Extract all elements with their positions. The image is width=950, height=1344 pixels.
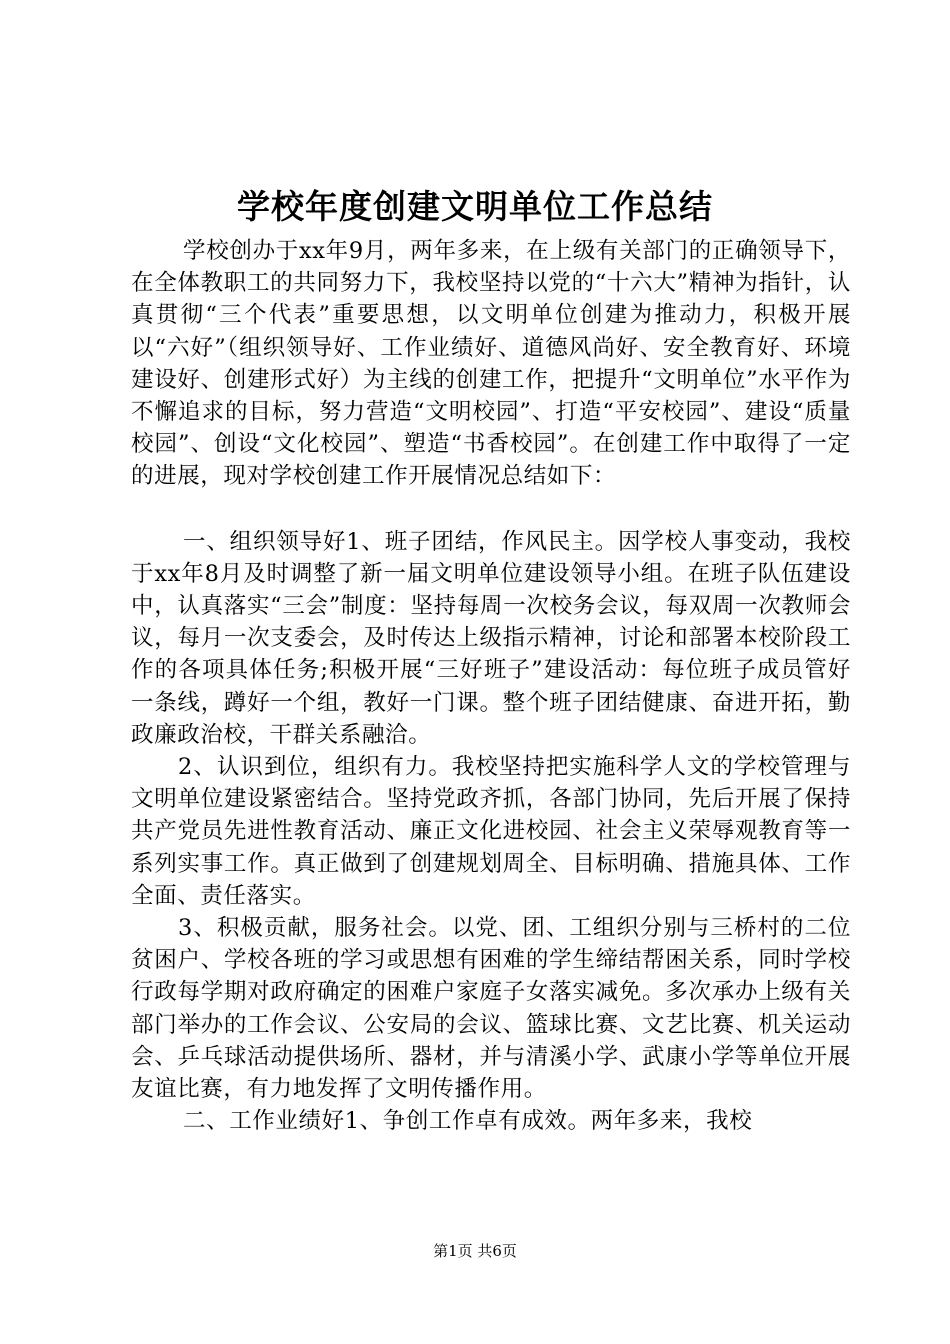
paragraph-section-1: 一、组织领导好1、班子团结，作风民主。因学校人事变动，我校于xx年8月及时调整了新一届文明单位建设领导小组。在班子队伍建设中，认真落实“三会”制度：坚持每周一次校务会议，每双周一次教师会议，每月一次支委会，及时传达上级指示精神，讨论和部署本校阶段工作的各项具体任务;积极开展“三好班子”建设活动：每位班子成员管好一条线，蹲好一个组，教好一门课。整个班子团结健康、奋进开拓，勤政廉政治校，干群关系融洽。 (131, 528, 851, 748)
page-number-footer: 第1页 共6页 (433, 1242, 517, 1260)
paragraph-item-2: 2、认识到位，组织有力。我校坚持把实施科学人文的学校管理与文明单位建设紧密结合。坚持党政齐抓，各部门协同，先后开展了保持共产党员先进性教育活动、廉正文化进校园、社会主义荣辱观教育等一系列实事工作。真正做到了创建规划周全、目标明确、措施具体、工作全面、责任落实。 (131, 754, 851, 909)
paragraph-section-2: 二、工作业绩好1、争创工作卓有成效。两年多来，我校 (183, 1108, 753, 1135)
paragraph-item-3: 3、积极贡献，服务社会。以党、团、工组织分别与三桥村的二位贫困户、学校各班的学习或思想有困难的学生缔结帮困关系，同时学校行政每学期对政府确定的困难户家庭子女落实减免。多次承办上级有关部门举办的工作会议、公安局的会议、篮球比赛、文艺比赛、机关运动会、乒乓球活动提供场所、器材，并与清溪小学、武康小学等单位开展友谊比赛，有力地发挥了文明传播作用。 (131, 915, 851, 1103)
paragraph-gap (131, 493, 851, 526)
document-title: 学校年度创建文明单位工作总结 (237, 187, 713, 226)
paragraph-intro: 学校创办于xx年9月，两年多来，在上级有关部门的正确领导下，在全体教职工的共同努力下，我校坚持以党的“十六大”精神为指针，认真贯彻“三个代表”重要思想，以文明单位创建为推动力，积极开展以“六好”（组织领导好、工作业绩好、道德风尚好、安全教育好、环境建设好、创建形式好）为主线的创建工作，把提升“文明单位”水平作为不懈追求的目标，努力营造“文明校园”、打造“平安校园”、建设“质量校园”、创设“文化校园”、塑造“书香校园”。在创建工作中取得了一定的进展，现对学校创建工作开展情况总结如下： (131, 238, 851, 490)
document-body (131, 235, 851, 1137)
